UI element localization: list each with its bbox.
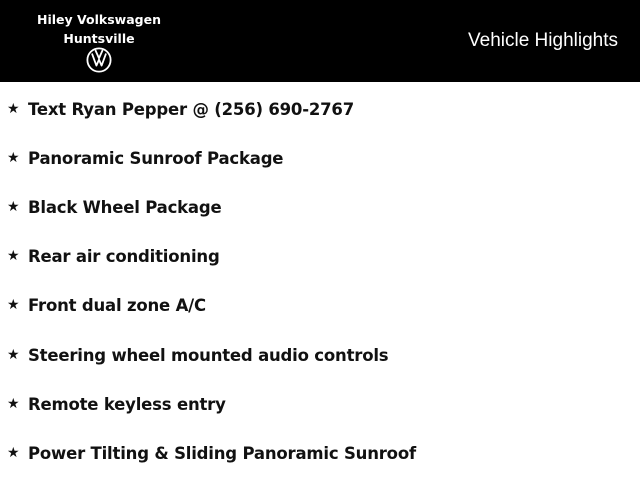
star-icon: ★	[7, 347, 20, 363]
list-item	[0, 96, 640, 122]
star-icon: ★	[7, 199, 20, 215]
highlight-label: Remote keyless entry	[28, 394, 226, 414]
page-title: Vehicle Highlights	[468, 30, 618, 51]
star-icon: ★	[7, 396, 20, 412]
list-item	[0, 342, 640, 368]
list-item	[0, 292, 640, 318]
highlight-label: Panoramic Sunroof Package	[28, 148, 284, 168]
list-item	[0, 391, 640, 417]
list-item	[0, 194, 640, 220]
star-icon: ★	[7, 101, 20, 117]
highlight-label: Text Ryan Pepper @ (256) 690-2767	[28, 99, 354, 119]
highlight-label: Steering wheel mounted audio controls	[28, 345, 389, 365]
star-icon: ★	[7, 297, 20, 313]
list-item	[0, 440, 640, 466]
list-item	[0, 243, 640, 269]
highlight-label: Front dual zone A/C	[28, 295, 206, 315]
star-icon: ★	[7, 248, 20, 264]
star-icon: ★	[7, 150, 20, 166]
dealer-name	[20, 10, 178, 48]
highlight-label: Black Wheel Package	[28, 197, 222, 217]
dealer-name-line1: Hiley Volkswagen	[37, 12, 161, 27]
star-icon: ★	[7, 445, 20, 461]
list-item	[0, 145, 640, 171]
volkswagen-logo-icon	[86, 47, 112, 73]
header-banner	[0, 0, 640, 82]
highlight-label: Power Tilting & Sliding Panoramic Sunroof	[28, 443, 416, 463]
dealer-name-line2: Huntsville	[63, 31, 135, 46]
highlight-label: Rear air conditioning	[28, 246, 220, 266]
